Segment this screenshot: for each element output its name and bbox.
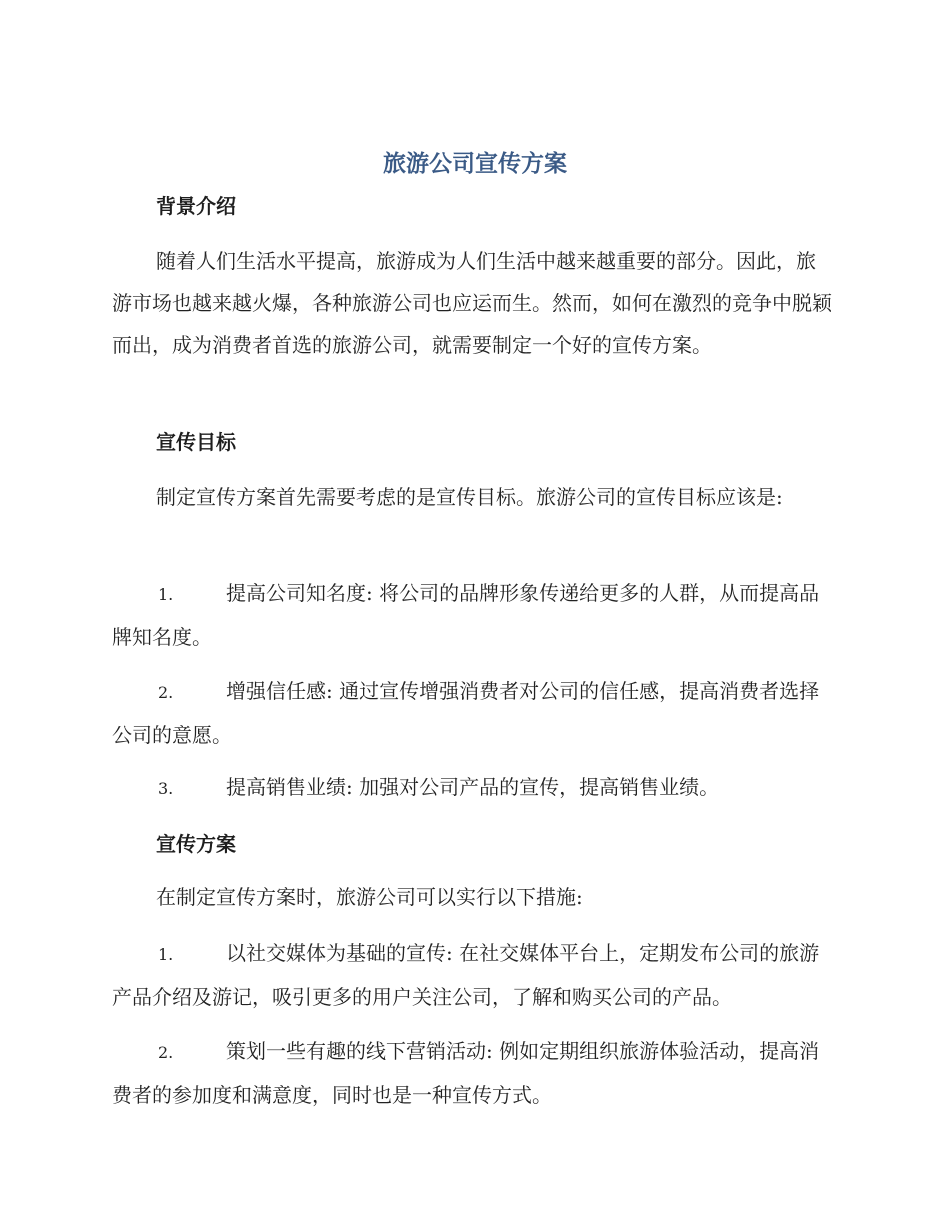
- paragraph-background: 随着人们生活水平提高，旅游成为人们生活中越来越重要的部分。因此，旅游市场也越来越火爆，各种旅游公司也应运而生。然而，如何在激烈的竞争中脱颖而出，成为消费者首选的旅游公司，就需要制定一个好的宣传方案。: [112, 249, 832, 357]
- list-item-number: 2.: [158, 683, 174, 702]
- heading-background: 背景介绍: [156, 194, 236, 218]
- heading-plan: 宣传方案: [156, 832, 236, 856]
- document-title: 旅游公司宣传方案: [383, 151, 567, 177]
- list-item-plan-1: [112, 932, 832, 1018]
- paragraph-plan-intro: 在制定宣传方案时，旅游公司可以实行以下措施:: [156, 885, 583, 909]
- list-item-number: 2.: [158, 1043, 174, 1062]
- list-item-number: 1.: [158, 585, 174, 604]
- list-item-goal-3: [112, 766, 832, 810]
- list-item-number: 3.: [158, 779, 174, 798]
- list-item-text: 以社交媒体为基础的宣传: 在社交媒体平台上，定期发布公司的旅游产品介绍及游记，吸引更多的用户关注公司，了解和购买公司的产品。: [112, 941, 820, 1009]
- list-item-text: 提高公司知名度: 将公司的品牌形象传递给更多的人群，从而提高品牌知名度。: [112, 581, 820, 649]
- list-item-text: 策划一些有趣的线下营销活动: 例如定期组织旅游体验活动，提高消费者的参加度和满意度，同时也是一种宣传方式。: [112, 1039, 820, 1107]
- heading-goals: 宣传目标: [156, 430, 236, 454]
- list-item-text: 增强信任感: 通过宣传增强消费者对公司的信任感，提高消费者选择公司的意愿。: [112, 679, 820, 747]
- paragraph-goals-intro: 制定宣传方案首先需要考虑的是宣传目标。旅游公司的宣传目标应该是:: [156, 485, 783, 509]
- list-item-goal-1: [112, 572, 832, 658]
- list-item-goal-2: [112, 670, 832, 756]
- list-item-text: 提高销售业绩: 加强对公司产品的宣传，提高销售业绩。: [226, 775, 720, 799]
- list-item-plan-2: [112, 1030, 832, 1116]
- list-item-number: 1.: [158, 945, 174, 964]
